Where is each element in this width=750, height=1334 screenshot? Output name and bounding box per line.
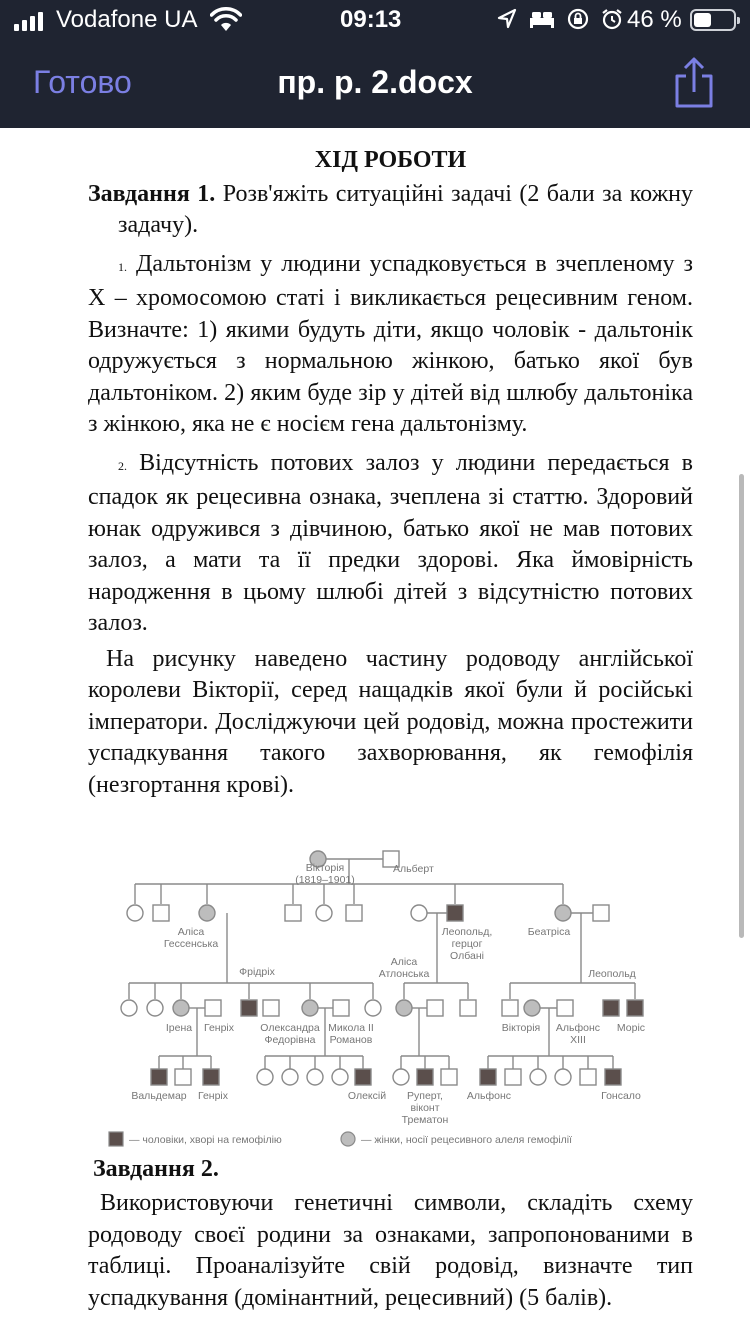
child-square <box>502 1000 518 1016</box>
task1-label: Завдання 1. <box>88 180 216 207</box>
label-alexandra-1: Олександра <box>260 1022 320 1034</box>
child-circle <box>121 1000 137 1016</box>
alice-hesse-symbol <box>199 905 215 921</box>
child-square <box>441 1069 457 1085</box>
child-square <box>460 1000 476 1016</box>
label-albert: Альберт <box>393 863 434 875</box>
label-rupert-1: Руперт, <box>407 1090 443 1102</box>
battery-percent: 46 % <box>627 6 682 33</box>
battery-fill <box>694 13 711 27</box>
spouse-square <box>427 1000 443 1016</box>
child-circle <box>147 1000 163 1016</box>
doc-heading: ХІД РОБОТИ <box>314 147 467 173</box>
label-alexei: Олексій <box>347 1090 387 1102</box>
task2-paragraph: Використовуючи генетичні символи, складіть схему родоводу своєї родини за ознаками, запропонованими в таблиці. Проаналізуйте свій родовід, визначте тип успадкування (домінантний, рецесивний) (5 балів). <box>88 1190 693 1311</box>
label-alice-1: Аліса <box>177 926 205 938</box>
label-maurice: Моріс <box>616 1022 646 1034</box>
child-square <box>580 1069 596 1085</box>
label-nicholas-2: Романов <box>329 1034 373 1046</box>
location-icon <box>497 8 517 30</box>
label-victoria2: Вікторія <box>501 1022 541 1034</box>
legend-male-text: — чоловіки, хворі на гемофілію <box>129 1134 282 1146</box>
pedigree-figure <box>105 838 675 1156</box>
label-gonzalo: Гонсало <box>601 1090 641 1102</box>
child-circle <box>555 1069 571 1085</box>
label-rupert-2: віконт <box>410 1102 440 1114</box>
label-henry2: Генріх <box>197 1090 229 1102</box>
child-circle <box>307 1069 323 1085</box>
signal-icon <box>14 11 43 31</box>
document-body <box>88 128 693 801</box>
label-beatrice: Беатріса <box>527 926 571 938</box>
label-rupert-3: Трематон <box>401 1114 449 1126</box>
item1-number: 1. <box>118 259 127 274</box>
pedigree-intro-paragraph: На рисунку наведено частину родоводу англійської королеви Вікторії, серед нащадків якої були й російські імператори. Досліджуючи цей родовід, можна простежити успадкування такого захворювання, як гемофілія (незгортання крові). <box>88 645 693 798</box>
label-alice-athlone-1: Аліса <box>390 956 418 968</box>
status-bar <box>0 0 750 40</box>
child-circle <box>332 1069 348 1085</box>
label-waldemar: Вальдемар <box>131 1090 187 1102</box>
legend-affected-male-symbol <box>109 1132 123 1146</box>
label-alfonso3: Альфонс <box>466 1090 512 1102</box>
spouse-circle <box>411 905 427 921</box>
battery-icon <box>690 9 736 31</box>
item2-number: 2. <box>118 458 127 473</box>
rotation-lock-icon <box>567 8 589 30</box>
task1-paragraph <box>88 179 693 242</box>
task2-title: Завдання 2. <box>93 1156 219 1182</box>
nicholas-symbol <box>333 1000 349 1016</box>
task1-text: Розв'яжіть ситуаційні задачі (2 бали за кожну задачу). <box>118 180 694 238</box>
status-time: 09:13 <box>340 6 402 33</box>
spouse-square <box>593 905 609 921</box>
child-circle <box>127 905 143 921</box>
victoria-eugenie-symbol <box>524 1000 540 1016</box>
label-leopold: Леопольд <box>588 968 636 980</box>
child-square <box>175 1069 191 1085</box>
legend-carrier-female-symbol <box>341 1132 355 1146</box>
label-friedrich: Фрідріх <box>239 966 275 978</box>
alarm-icon <box>601 8 623 30</box>
alfonso-son-symbol <box>480 1069 496 1085</box>
alexei-symbol <box>355 1069 371 1085</box>
label-leopold-1: Леопольд, <box>441 926 493 938</box>
child-circle <box>365 1000 381 1016</box>
child-circle <box>282 1069 298 1085</box>
bed-icon <box>529 9 555 29</box>
gonzalo-symbol <box>605 1069 621 1085</box>
leopold-albany-symbol <box>447 905 463 921</box>
item2-text: Відсутність потових залоз у людини передається в спадок як рецесивна ознака, зчеплена зі статтю. Здоровий юнак одружився з дівчиною, батько якої не мав потових залоз, а мати та її предки здорові. Яка ймовірність народження в цьому шлюбі дітей з відсутністю потових залоз. <box>88 449 693 636</box>
label-leopold-3: Олбані <box>450 950 484 962</box>
beatrice-symbol <box>555 905 571 921</box>
done-button[interactable]: Готово <box>33 64 132 100</box>
label-alfonso-1: Альфонс <box>555 1022 601 1034</box>
rupert-symbol <box>417 1069 433 1085</box>
henry2-symbol <box>203 1069 219 1085</box>
child-circle <box>530 1069 546 1085</box>
child-square <box>505 1069 521 1085</box>
label-victoria: Вікторія <box>305 862 345 874</box>
leopold-symbol <box>603 1000 619 1016</box>
henry-symbol <box>205 1000 221 1016</box>
child-square <box>153 905 169 921</box>
legend-female-text: — жінки, носії рецесивного алеля гемофілії <box>361 1134 573 1146</box>
label-nicholas-1: Микола ІІ <box>328 1022 374 1034</box>
child-circle <box>316 905 332 921</box>
alice-athlone-symbol <box>396 1000 412 1016</box>
alfonso-xiii-symbol <box>557 1000 573 1016</box>
top-bar <box>0 0 750 128</box>
child-circle <box>393 1069 409 1085</box>
share-icon[interactable] <box>672 56 716 110</box>
alexandra-symbol <box>302 1000 318 1016</box>
label-irena: Ірена <box>165 1022 193 1034</box>
label-leopold-2: герцог <box>451 938 483 950</box>
label-alexandra-2: Федорівна <box>264 1034 316 1046</box>
child-square <box>285 905 301 921</box>
item1-text: Дальтонізм у людини успадковується в зчепленому з Х – хромосомою статі і викликається рецесивним геном. Визначте: 1) якими будуть діти, якщо чоловік - дальтонік одружується з нормальною жінкою, батько якої був дальтоніком. 2) яким буде зір у дітей від шлюбу дальтоніка з жінкою, яка не є носієм гена дальтонізму. <box>88 250 693 437</box>
label-victoria-years: (1819–1901) <box>295 874 355 886</box>
child-square <box>346 905 362 921</box>
maurice-symbol <box>627 1000 643 1016</box>
item2-paragraph <box>88 448 693 640</box>
waldemar-symbol <box>151 1069 167 1085</box>
label-alfonso-2: XIII <box>570 1034 586 1046</box>
document-title: пр. р. 2.docx <box>277 64 473 100</box>
child-circle <box>257 1069 273 1085</box>
item1-paragraph <box>88 249 693 441</box>
irena-symbol <box>173 1000 189 1016</box>
label-alice-2: Гессенська <box>163 938 219 950</box>
carrier-name: Vodafone UA <box>56 6 198 33</box>
affected-son-symbol <box>241 1000 257 1016</box>
scrollbar[interactable] <box>739 474 744 938</box>
label-alice-athlone-2: Атлонська <box>378 968 430 980</box>
wifi-icon <box>210 7 242 33</box>
child-square <box>263 1000 279 1016</box>
label-henry: Генріх <box>203 1022 235 1034</box>
